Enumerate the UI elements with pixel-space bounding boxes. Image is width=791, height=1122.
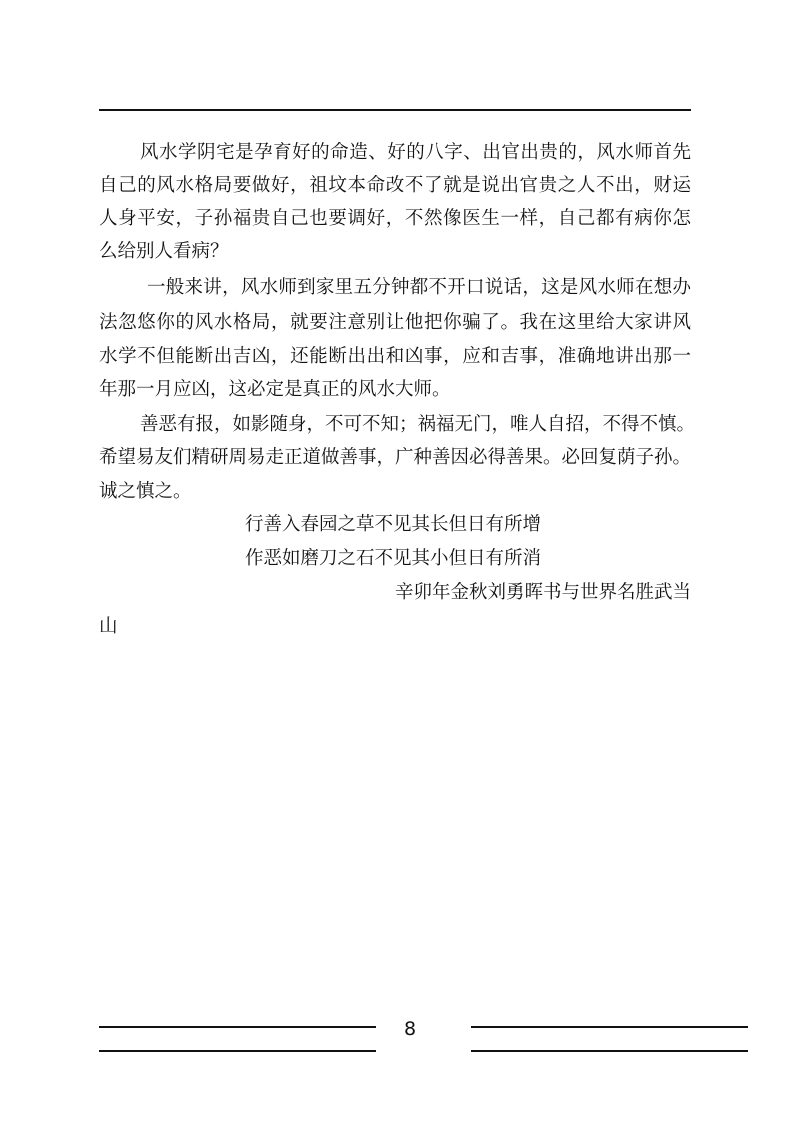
footer-rule-left-top: [99, 1026, 376, 1028]
couplet-line-1: 行善入春园之草不见其长但日有所增: [245, 514, 542, 535]
paragraph-1-line-2: 自己的风水格局要做好，祖坟本命改不了就是说出官贵之人不出，财运: [99, 175, 691, 196]
paragraph-2-line-1: 一般来讲，风水师到家里五分钟都不开口说话，这是风水师在想办: [147, 277, 691, 298]
paragraph-1-line-3: 人身平安，子孙福贵自己也要调好，不然像医生一样，自己都有病你怎: [99, 208, 691, 229]
paragraph-2-line-2: 法忽悠你的风水格局，就要注意别让他把你骗了。我在这里给大家讲风: [99, 312, 691, 333]
paragraph-3-line-1: 善恶有报，如影随身，不可不知；祸福无门，唯人自招，不得不慎。: [140, 414, 696, 435]
signature-line-2: 山: [99, 616, 118, 637]
paragraph-1-line-4: 么给别人看病？: [99, 241, 229, 262]
paragraph-3-line-3: 诚之慎之。: [99, 481, 192, 502]
footer-rule-right-bottom: [471, 1050, 748, 1052]
header-rule: [99, 109, 691, 111]
paragraph-2-line-4: 年那一月应凶，这必定是真正的风水大师。: [99, 379, 451, 400]
footer-rule-left-bottom: [99, 1050, 376, 1052]
paragraph-2-line-3: 水学不但能断出吉凶，还能断出出和凶事，应和吉事，准确地讲出那一: [99, 346, 691, 367]
paragraph-3-line-2: 希望易友们精研周易走正道做善事，广种善因必得善果。必回复荫子孙。: [99, 447, 692, 468]
couplet-line-2: 作恶如磨刀之石不见其小但日有所消: [245, 548, 542, 569]
footer-rule-right-top: [471, 1026, 748, 1028]
signature-line-1: 辛卯年金秋刘勇晖书与世界名胜武当: [394, 582, 691, 603]
paragraph-1-line-1: 风水学阴宅是孕育好的命造、好的八字、出官出贵的，风水师首先: [140, 142, 691, 163]
page-number: 8: [403, 1018, 417, 1040]
